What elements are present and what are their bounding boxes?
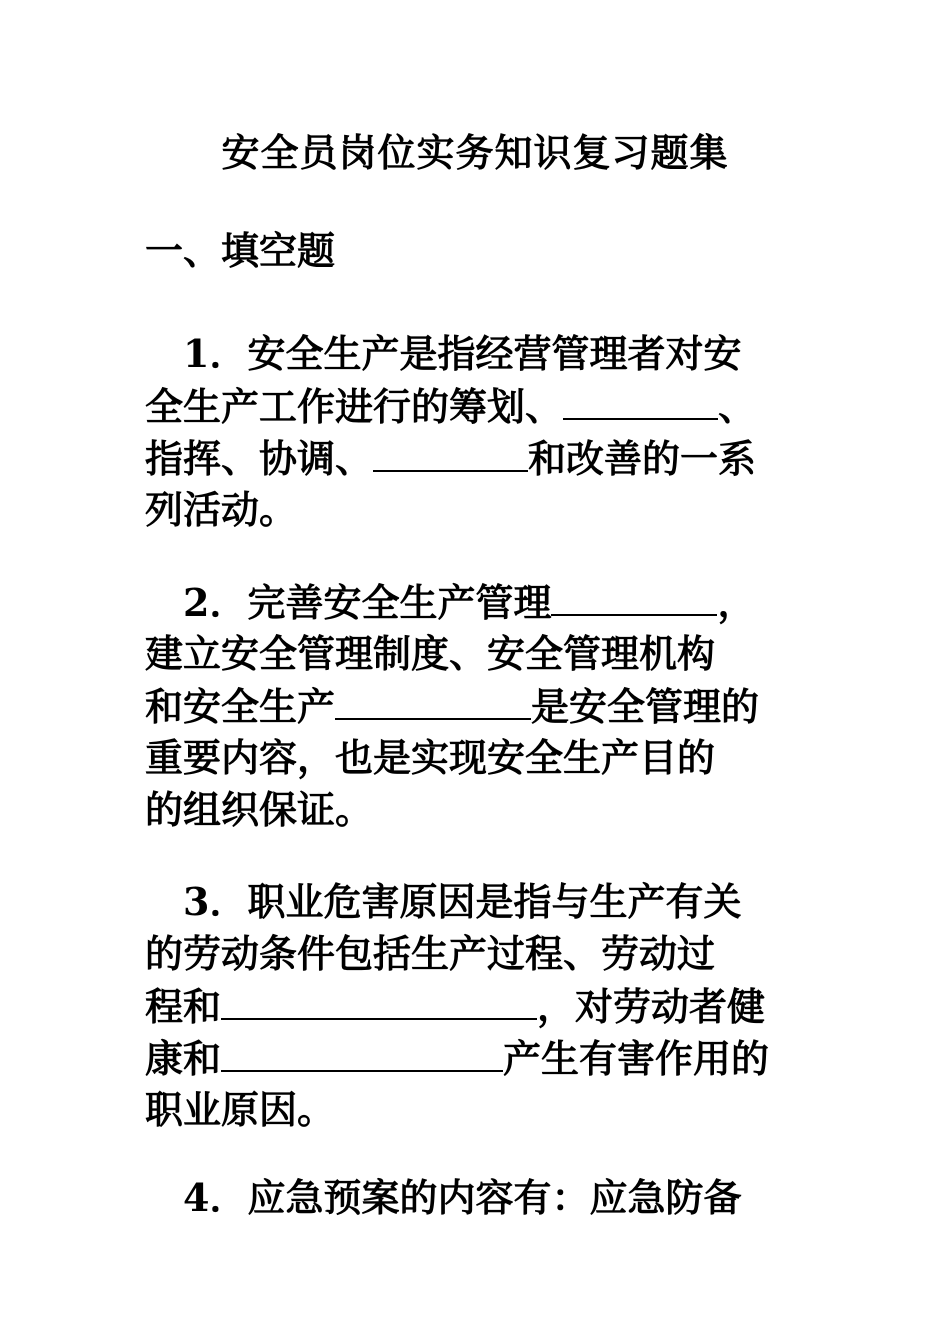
- q1-line-2-text: 全生产工作进行的筹划、: [145, 384, 564, 429]
- q1-line-3: [145, 432, 810, 484]
- q2-line-3-text: 和安全生产: [145, 684, 336, 729]
- answer-blank[interactable]: [551, 576, 717, 616]
- q3-line-3-tail: ，对劳动者健: [537, 984, 766, 1029]
- q3-line-2: 的劳动条件包括生产过程、劳动过: [145, 931, 716, 976]
- q2-line-5: 的组织保证。: [145, 787, 374, 832]
- q3-line-4-text: 康和: [145, 1036, 222, 1081]
- document-title: 安全员岗位实务知识复习题集: [221, 130, 729, 175]
- q1-line-4: 列活动。: [145, 487, 298, 532]
- question-4: [145, 1172, 810, 1224]
- q2-line-1-tail: ，: [717, 580, 756, 625]
- answer-blank[interactable]: [563, 380, 718, 420]
- q1-line-3-text: 指挥、协调、: [145, 436, 374, 481]
- answer-blank[interactable]: [373, 432, 528, 472]
- q1-line-2-tail: 、: [718, 384, 757, 429]
- question-2: [145, 576, 810, 836]
- q1-line-2: [145, 380, 810, 432]
- answer-blank[interactable]: [221, 1032, 503, 1072]
- q3-line-5: 职业原因。: [145, 1087, 336, 1132]
- q1-line-3-tail: 和改善的一系: [528, 436, 757, 481]
- answer-blank[interactable]: [221, 980, 537, 1020]
- q2-line-1: [145, 576, 810, 628]
- q3-line-1: 3．职业危害原因是指与生产有关: [183, 879, 742, 924]
- q3-line-4: [145, 1032, 810, 1084]
- question-3: [145, 876, 810, 1136]
- q2-line-4: 重要内容，也是实现安全生产目的: [145, 735, 716, 780]
- question-1: [145, 328, 810, 536]
- q2-line-1-text: 2．完善安全生产管理: [183, 580, 552, 625]
- q2-line-2: 建立安全管理制度、安全管理机构: [145, 631, 716, 676]
- q3-line-3: [145, 980, 810, 1032]
- q4-line-1: 4．应急预案的内容有：应急防备: [183, 1175, 742, 1220]
- q2-line-3: [145, 680, 810, 732]
- section-heading: 一、填空题: [145, 228, 336, 273]
- q2-line-3-tail: 是安全管理的: [531, 684, 760, 729]
- q1-line-1: 1．安全生产是指经营管理者对安: [183, 331, 742, 376]
- q3-line-3-text: 程和: [145, 984, 222, 1029]
- q3-line-4-tail: 产生有害作用的: [503, 1036, 770, 1081]
- answer-blank[interactable]: [335, 680, 531, 720]
